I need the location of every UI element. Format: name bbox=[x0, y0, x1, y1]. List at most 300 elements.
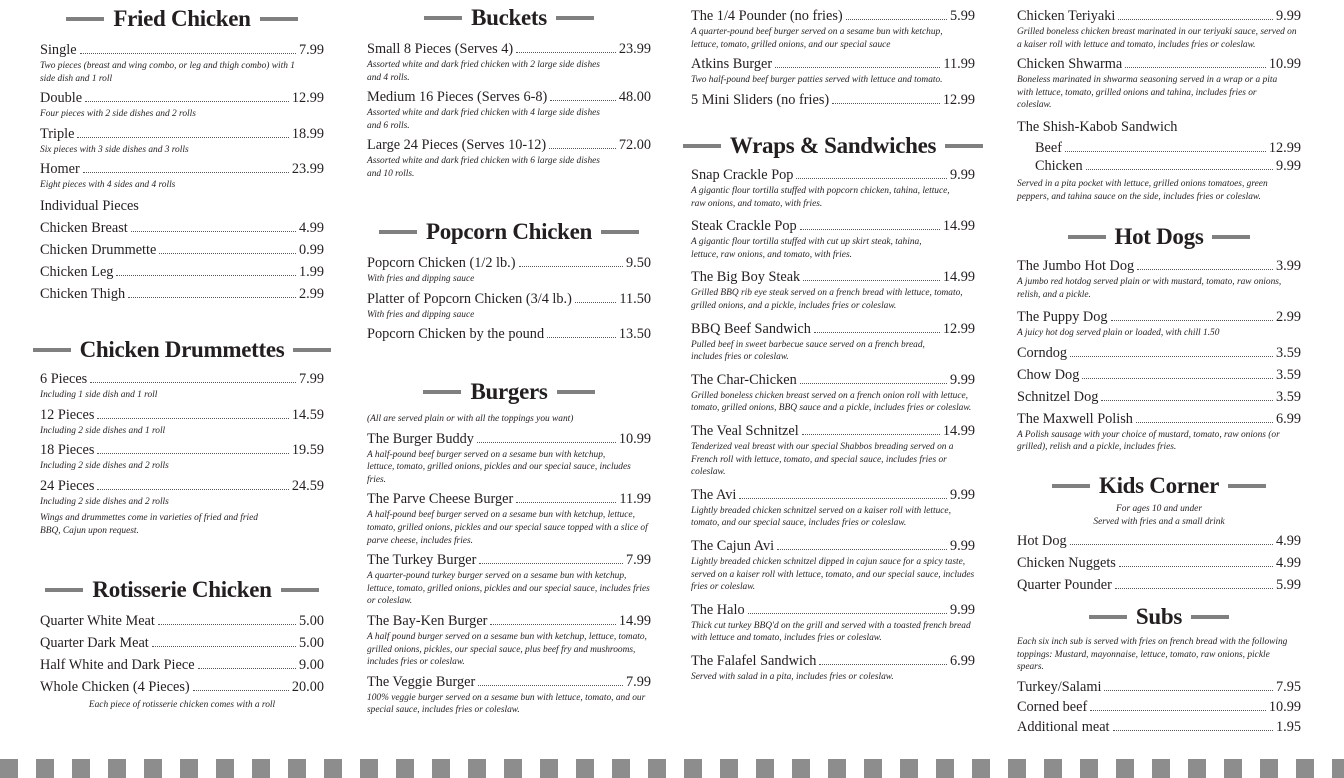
item-name: Homer bbox=[40, 161, 80, 178]
leader-dots bbox=[1104, 690, 1273, 691]
item-description: Served with salad in a pita, includes fries or coleslaw. bbox=[691, 671, 894, 682]
item-name: BBQ Beef Sandwich bbox=[691, 320, 811, 337]
menu-item bbox=[40, 286, 324, 303]
item-name: 24 Pieces bbox=[40, 477, 95, 494]
leader-dots bbox=[819, 664, 947, 665]
item-price: 1.99 bbox=[298, 263, 324, 280]
section-title: Wraps & Sandwiches bbox=[729, 133, 937, 158]
section-fried-chicken bbox=[40, 6, 324, 303]
section-title: Kids Corner bbox=[1099, 473, 1219, 498]
section-burgers bbox=[367, 379, 651, 717]
item-description: With fries and dipping sauce bbox=[367, 309, 475, 320]
leader-dots bbox=[1070, 544, 1273, 545]
item-description: Assorted white and dark fried chicken with 2 large side dishes and 4 rolls. bbox=[367, 60, 600, 83]
menu-item bbox=[367, 137, 651, 180]
menu-item bbox=[1017, 555, 1301, 572]
menu-item bbox=[1035, 158, 1301, 175]
item-price: 7.99 bbox=[625, 552, 651, 569]
item-price: 6.99 bbox=[1275, 410, 1301, 427]
header-rule bbox=[379, 230, 417, 234]
leader-dots bbox=[800, 229, 940, 230]
menu-item bbox=[691, 218, 975, 261]
leader-dots bbox=[803, 280, 940, 281]
section-intro: Served with fries and a small drink bbox=[1093, 516, 1225, 527]
item-name: Double bbox=[40, 90, 83, 107]
leader-dots bbox=[1101, 400, 1273, 401]
header-rule bbox=[66, 17, 104, 21]
menu-item bbox=[691, 602, 975, 645]
section-intro: (All are served plain or with all the toppings you want) bbox=[367, 414, 574, 424]
menu-item bbox=[367, 613, 651, 669]
item-name: The Avi bbox=[691, 486, 737, 503]
header-rule bbox=[281, 588, 319, 592]
menu-item bbox=[1017, 367, 1301, 384]
item-price: 11.99 bbox=[619, 491, 651, 508]
section-title: Burgers bbox=[470, 379, 548, 404]
section-header bbox=[691, 133, 975, 159]
leader-dots bbox=[90, 382, 296, 383]
item-name: Chicken Thigh bbox=[40, 285, 126, 302]
item-name: Triple bbox=[40, 125, 75, 142]
section-header bbox=[1017, 224, 1301, 250]
item-name: Small 8 Pieces (Serves 4) bbox=[367, 41, 514, 57]
section-header bbox=[367, 379, 651, 405]
item-name: Chicken Drummette bbox=[40, 241, 157, 258]
item-description: Pulled beef in sweet barbecue sauce served on a french bread, includes fries or coleslaw. bbox=[691, 339, 925, 363]
item-description: A gigantic flour tortilla stuffed with popcorn chicken, tahina, lettuce, raw onions, and tomato, with fries. bbox=[691, 186, 950, 209]
item-name: Snap Crackle Pop bbox=[691, 167, 794, 183]
item-name: Atkins Burger bbox=[691, 56, 773, 73]
leader-dots bbox=[1136, 422, 1273, 423]
menu-item bbox=[367, 491, 651, 547]
menu-item bbox=[40, 407, 324, 438]
menu-item bbox=[1017, 389, 1301, 406]
item-price: 14.59 bbox=[291, 406, 324, 423]
item-description: A quarter-pound turkey burger served on a sesame bun with ketchup, lettuce, tomato, grilled onions, pickles and our special sauce, includes fries or coleslaw. bbox=[367, 571, 650, 607]
section-footnote: Wings and drummettes come in varieties of fried and fried BBQ, Cajun upon request. bbox=[40, 513, 258, 536]
item-name: Platter of Popcorn Chicken (3/4 lb.) bbox=[367, 290, 572, 307]
item-price: 19.59 bbox=[291, 442, 324, 459]
leader-dots bbox=[832, 103, 940, 104]
menu-item bbox=[1017, 699, 1301, 716]
item-price: 2.99 bbox=[1275, 309, 1301, 326]
subsection-heading: The Shish-Kabob Sandwich bbox=[1017, 118, 1178, 135]
leader-dots bbox=[83, 172, 289, 173]
leader-dots bbox=[547, 337, 616, 338]
menu-item bbox=[1017, 719, 1301, 736]
item-price: 9.50 bbox=[625, 255, 651, 271]
menu-item bbox=[40, 161, 324, 192]
item-price: 10.99 bbox=[1268, 56, 1301, 73]
menu-item bbox=[40, 657, 324, 674]
item-name: The Big Boy Steak bbox=[691, 269, 801, 286]
menu-item bbox=[1017, 345, 1301, 362]
header-rule bbox=[945, 144, 983, 148]
leader-dots bbox=[85, 101, 289, 102]
menu-item bbox=[367, 552, 651, 608]
header-rule bbox=[1068, 235, 1106, 239]
menu-item bbox=[367, 674, 651, 717]
item-name: 18 Pieces bbox=[40, 442, 95, 459]
menu-item bbox=[1017, 679, 1301, 696]
leader-dots bbox=[777, 549, 947, 550]
section-intro: For ages 10 and under bbox=[1116, 504, 1202, 514]
item-description: Tenderized veal breast with our special Shabbos breading served on a French roll with lettuce, tomato, and special sauce, includes fries or coleslaw. bbox=[691, 441, 954, 478]
section-header bbox=[40, 6, 324, 32]
menu-item bbox=[691, 92, 975, 109]
menu-item bbox=[40, 42, 324, 85]
item-price: 20.00 bbox=[291, 679, 324, 695]
leader-dots bbox=[846, 19, 947, 20]
leader-dots bbox=[519, 266, 623, 267]
item-price: 12.99 bbox=[291, 90, 324, 107]
leader-dots bbox=[116, 275, 296, 276]
leader-dots bbox=[1125, 67, 1266, 68]
leader-dots bbox=[477, 442, 616, 443]
item-name: Additional meat bbox=[1017, 718, 1110, 735]
menu-item bbox=[40, 478, 324, 509]
section-title: Buckets bbox=[471, 5, 547, 30]
item-name: The Bay-Ken Burger bbox=[367, 612, 488, 629]
menu-item bbox=[40, 442, 324, 473]
section-header bbox=[1017, 473, 1301, 499]
menu-item bbox=[367, 89, 651, 132]
header-rule bbox=[260, 17, 298, 21]
item-name: 6 Pieces bbox=[40, 371, 88, 387]
item-price: 24.59 bbox=[291, 477, 324, 494]
menu-item bbox=[40, 220, 324, 237]
leader-dots bbox=[152, 646, 296, 647]
item-price: 9.99 bbox=[949, 371, 975, 388]
section-subs bbox=[1017, 604, 1301, 736]
leader-dots bbox=[128, 297, 296, 298]
section-rotisserie-chicken bbox=[40, 577, 324, 712]
item-price: 9.99 bbox=[1275, 8, 1301, 24]
item-description: Grilled BBQ rib eye steak served on a french bread with lettuce, tomato, grilled onions, and a pickle, includes fries or coleslaw. bbox=[691, 288, 963, 311]
item-description: A gigantic flour tortilla stuffed with cut up skirt steak, tahina, lettuce, raw onions, and tomato, with fries. bbox=[691, 237, 922, 260]
checkered-border bbox=[0, 759, 1344, 778]
item-price: 2.99 bbox=[298, 285, 324, 302]
item-name: Steak Crackle Pop bbox=[691, 218, 797, 235]
item-name: Hot Dog bbox=[1017, 533, 1067, 550]
item-price: 9.99 bbox=[1275, 157, 1301, 174]
leader-dots bbox=[97, 418, 288, 419]
subsection-heading: Individual Pieces bbox=[40, 197, 139, 214]
item-price: 7.95 bbox=[1275, 678, 1301, 695]
item-description: Boneless marinated in shwarma seasoning served in a wrap or a pita with lettuce, tomato, grilled onions and tahina, includes fries or coleslaw. bbox=[1017, 75, 1278, 111]
item-price: 7.99 bbox=[298, 371, 324, 387]
item-price: 1.95 bbox=[1275, 718, 1301, 735]
item-description: Grilled boneless chicken breast marinated in our teriyaki sauce, served on a kaiser roll with lettuce and tomato, includes fries or coleslaw. bbox=[1017, 27, 1297, 50]
item-price: 9.00 bbox=[298, 657, 324, 673]
item-description: Six pieces with 3 side dishes and 3 rolls bbox=[40, 144, 189, 155]
item-name: The Puppy Dog bbox=[1017, 309, 1108, 326]
item-price: 7.99 bbox=[625, 673, 651, 690]
item-description: Including 1 side dish and 1 roll bbox=[40, 390, 158, 400]
item-name: Chicken Leg bbox=[40, 263, 114, 280]
section-title: Hot Dogs bbox=[1114, 224, 1204, 249]
section-buckets bbox=[367, 5, 651, 181]
leader-dots bbox=[1118, 19, 1273, 20]
item-price: 9.99 bbox=[949, 486, 975, 503]
menu-item bbox=[691, 56, 975, 87]
leader-dots bbox=[1111, 320, 1273, 321]
section-intro: Each six inch sub is served with fries on french bread with the following toppings: Mustard, mayonnaise, lettuce, tomato, raw onions, pickle spears. bbox=[1017, 637, 1288, 673]
menu-item bbox=[367, 255, 651, 286]
item-name: 12 Pieces bbox=[40, 406, 95, 423]
item-price: 23.99 bbox=[618, 41, 651, 57]
section-sandwiches-continued bbox=[1017, 3, 1301, 203]
item-name: Chicken Breast bbox=[40, 219, 128, 236]
item-name: Beef bbox=[1035, 139, 1062, 156]
leader-dots bbox=[1065, 151, 1266, 152]
item-description: A juicy hot dog served plain or loaded, with chill 1.50 bbox=[1017, 328, 1220, 339]
item-price: 12.99 bbox=[942, 91, 975, 108]
leader-dots bbox=[516, 502, 616, 503]
item-name: Schnitzel Dog bbox=[1017, 388, 1099, 405]
section-header bbox=[367, 5, 651, 31]
header-rule bbox=[557, 390, 595, 394]
menu-item bbox=[40, 371, 324, 402]
item-description: Including 2 side dishes and 2 rolls bbox=[40, 461, 169, 472]
section-popcorn-chicken bbox=[367, 219, 651, 343]
item-description: 100% veggie burger served on a sesame bun with lettuce, tomato, and our special sauce, includes fries or coleslaw. bbox=[367, 692, 646, 716]
section-title: Fried Chicken bbox=[113, 6, 251, 31]
item-name: The Maxwell Polish bbox=[1017, 410, 1133, 427]
leader-dots bbox=[490, 624, 615, 625]
item-price: 3.99 bbox=[1275, 258, 1301, 274]
item-name: Chow Dog bbox=[1017, 366, 1080, 383]
leader-dots bbox=[549, 148, 616, 149]
item-price: 12.99 bbox=[1268, 139, 1301, 156]
menu-item bbox=[40, 613, 324, 630]
item-name: 5 Mini Sliders (no fries) bbox=[691, 91, 830, 108]
header-rule bbox=[556, 16, 594, 20]
menu-item bbox=[691, 372, 975, 415]
leader-dots bbox=[478, 685, 623, 686]
header-rule bbox=[293, 348, 331, 352]
item-description: Thick cut turkey BBQ'd on the grill and served with a toasted french bread with lettuce and tomato, includes fries or coleslaw. bbox=[691, 620, 971, 644]
item-name: Quarter Pounder bbox=[1017, 577, 1112, 594]
section-wraps-sandwiches bbox=[691, 133, 975, 683]
item-name: The Veggie Burger bbox=[367, 673, 476, 690]
leader-dots bbox=[1090, 710, 1266, 711]
menu-item bbox=[40, 635, 324, 652]
menu-item bbox=[40, 126, 324, 157]
item-name: Chicken Nuggets bbox=[1017, 555, 1116, 572]
item-name: The Halo bbox=[691, 601, 745, 618]
menu-item bbox=[1017, 8, 1301, 51]
leader-dots bbox=[1113, 730, 1273, 731]
leader-dots bbox=[158, 624, 296, 625]
item-description: Lightly breaded chicken schnitzel dipped in cajun sauce for a spicy taste, served on a kaiser roll with lettuce, tomato, and our special sauce, includes fries or coleslaw. bbox=[691, 556, 975, 593]
item-name: The Char-Chicken bbox=[691, 371, 797, 388]
section-header bbox=[40, 337, 324, 363]
header-rule bbox=[601, 230, 639, 234]
leader-dots bbox=[1119, 566, 1273, 567]
item-name: Popcorn Chicken by the pound bbox=[367, 326, 545, 343]
leader-dots bbox=[575, 302, 616, 303]
item-name: Medium 16 Pieces (Serves 6-8) bbox=[367, 89, 548, 106]
header-rule bbox=[683, 144, 721, 148]
item-name: Turkey/Salami bbox=[1017, 678, 1102, 695]
item-name: The Cajun Avi bbox=[691, 537, 775, 554]
section-header bbox=[40, 577, 324, 603]
menu-item bbox=[1035, 140, 1301, 157]
section-burgers-continued bbox=[691, 3, 975, 109]
item-name: Large 24 Pieces (Serves 10-12) bbox=[367, 137, 547, 154]
leader-dots bbox=[1115, 588, 1273, 589]
leader-dots bbox=[1086, 169, 1273, 170]
item-price: 5.00 bbox=[298, 613, 324, 629]
menu-item bbox=[691, 269, 975, 312]
menu-item bbox=[691, 8, 975, 51]
header-rule bbox=[424, 16, 462, 20]
item-description: Lightly breaded chicken schnitzel served on a kaiser roll with lettuce, tomato, and our special sauce, includes fries or coleslaw. bbox=[691, 505, 951, 529]
item-price: 10.99 bbox=[618, 430, 651, 447]
item-price: 4.99 bbox=[1275, 533, 1301, 550]
leader-dots bbox=[775, 67, 940, 68]
leader-dots bbox=[802, 434, 940, 435]
section-title: Chicken Drummettes bbox=[79, 337, 285, 362]
item-price: 10.99 bbox=[1268, 698, 1301, 715]
item-price: 12.99 bbox=[942, 320, 975, 337]
item-name: Chicken bbox=[1035, 157, 1083, 174]
item-price: 9.99 bbox=[949, 601, 975, 618]
item-price: 3.59 bbox=[1275, 366, 1301, 383]
section-header bbox=[367, 219, 651, 245]
item-description: Including 2 side dishes and 2 rolls bbox=[40, 496, 169, 507]
item-price: 48.00 bbox=[618, 89, 651, 106]
item-name: The Falafel Sandwich bbox=[691, 652, 817, 669]
leader-dots bbox=[739, 498, 947, 499]
item-name: Whole Chicken (4 Pieces) bbox=[40, 679, 190, 695]
item-name: Corndog bbox=[1017, 344, 1068, 361]
item-price: 14.99 bbox=[942, 422, 975, 439]
leader-dots bbox=[1082, 378, 1273, 379]
menu-item bbox=[367, 431, 651, 487]
leader-dots bbox=[80, 53, 296, 54]
header-rule bbox=[1228, 484, 1266, 488]
item-name: Chicken Shwarma bbox=[1017, 56, 1123, 73]
item-price: 23.99 bbox=[291, 161, 324, 178]
item-description: A half-pound beef burger served on a sesame bun with ketchup, lettuce, tomato, grilled onions, pickles and our special sauce, includes fries. bbox=[367, 449, 631, 485]
leader-dots bbox=[198, 668, 296, 669]
item-name: The Jumbo Hot Dog bbox=[1017, 258, 1135, 274]
item-description: A jumbo red hotdog served plain or with mustard, tomato, raw onions, relish, and a pickle. bbox=[1017, 277, 1282, 300]
item-description: Four pieces with 2 side dishes and 2 rolls bbox=[40, 109, 196, 120]
header-rule bbox=[1052, 484, 1090, 488]
menu-item bbox=[367, 326, 651, 343]
item-price: 5.99 bbox=[949, 8, 975, 24]
item-name: Popcorn Chicken (1/2 lb.) bbox=[367, 255, 516, 271]
item-name: The Veal Schnitzel bbox=[691, 422, 799, 439]
leader-dots bbox=[814, 332, 940, 333]
section-header bbox=[1017, 604, 1301, 630]
item-name: Half White and Dark Piece bbox=[40, 657, 195, 673]
menu-item bbox=[691, 423, 975, 479]
item-name: The Parve Cheese Burger bbox=[367, 491, 514, 508]
item-name: Corned beef bbox=[1017, 698, 1088, 715]
item-price: 6.99 bbox=[949, 652, 975, 669]
leader-dots bbox=[193, 690, 289, 691]
item-price: 0.99 bbox=[298, 241, 324, 258]
item-price: 14.99 bbox=[942, 218, 975, 235]
menu-item bbox=[691, 653, 975, 684]
item-price: 13.50 bbox=[618, 326, 651, 343]
item-name: The 1/4 Pounder (no fries) bbox=[691, 8, 843, 24]
menu-item bbox=[1017, 309, 1301, 340]
item-price: 9.99 bbox=[949, 167, 975, 183]
item-description: Two pieces (breast and wing combo, or leg and thigh combo) with 1 side dish and 1 roll bbox=[40, 61, 295, 84]
menu-item bbox=[691, 167, 975, 210]
menu-item bbox=[1017, 56, 1301, 112]
item-description: Assorted white and dark fried chicken with 4 large side dishes and 6 rolls. bbox=[367, 108, 600, 131]
leader-dots bbox=[97, 489, 288, 490]
menu-item bbox=[367, 41, 651, 84]
item-price: 14.99 bbox=[942, 269, 975, 286]
item-name: Quarter White Meat bbox=[40, 613, 155, 629]
menu-item bbox=[40, 264, 324, 281]
item-price: 3.59 bbox=[1275, 388, 1301, 405]
leader-dots bbox=[131, 231, 296, 232]
item-description: Including 2 side dishes and 1 roll bbox=[40, 425, 166, 436]
item-price: 9.99 bbox=[949, 537, 975, 554]
item-price: 3.59 bbox=[1275, 344, 1301, 361]
leader-dots bbox=[550, 100, 616, 101]
menu-item bbox=[691, 487, 975, 530]
item-name: Quarter Dark Meat bbox=[40, 635, 149, 651]
menu-item bbox=[1017, 533, 1301, 550]
leader-dots bbox=[1137, 269, 1273, 270]
item-price: 11.99 bbox=[943, 56, 975, 73]
item-description: A quarter-pound beef burger served on a sesame bun with ketchup, lettuce, tomato, grilled onions, and our special sauce bbox=[691, 27, 943, 50]
item-description: Two half-pound beef burger patties served with lettuce and tomato. bbox=[691, 75, 943, 86]
item-price: 4.99 bbox=[1275, 555, 1301, 572]
item-description: With fries and dipping sauce bbox=[367, 274, 475, 284]
header-rule bbox=[45, 588, 83, 592]
item-name: The Turkey Burger bbox=[367, 552, 477, 569]
leader-dots bbox=[1070, 356, 1273, 357]
section-title: Subs bbox=[1135, 604, 1183, 629]
item-description: Assorted white and dark fried chicken with 6 large side dishes and 10 rolls. bbox=[367, 156, 600, 179]
menu-item bbox=[1017, 411, 1301, 454]
header-rule bbox=[1212, 235, 1250, 239]
section-title: Popcorn Chicken bbox=[425, 219, 593, 244]
leader-dots bbox=[77, 137, 288, 138]
section-kids-corner bbox=[1017, 473, 1301, 594]
item-price: 5.99 bbox=[1275, 577, 1301, 594]
item-description: Grilled boneless chicken breast served on a french onion roll with lettuce, tomato, grilled onions, BBQ sauce and a pickle, includes fries or coleslaw. bbox=[691, 390, 972, 414]
header-rule bbox=[423, 390, 461, 394]
section-chicken-drummettes bbox=[40, 337, 324, 538]
item-price: 7.99 bbox=[298, 42, 324, 58]
section-hot-dogs bbox=[1017, 224, 1301, 454]
leader-dots bbox=[97, 453, 288, 454]
item-description: Served in a pita pocket with lettuce, grilled onions tomatoes, green peppers, and tahina sauce on the side, includes fries or coleslaw. bbox=[1017, 178, 1268, 202]
header-rule bbox=[1191, 615, 1229, 619]
menu-item bbox=[40, 90, 324, 121]
item-price: 11.50 bbox=[619, 290, 651, 307]
item-description: A half-pound beef burger served on a sesame bun with ketchup, lettuce, tomato, grilled onions, pickles and our special sauce topped with a slice of parve cheese, includes fries. bbox=[367, 510, 648, 546]
header-rule bbox=[33, 348, 71, 352]
item-price: 5.00 bbox=[298, 635, 324, 651]
item-name: Single bbox=[40, 42, 77, 58]
header-rule bbox=[1089, 615, 1127, 619]
item-name: Chicken Teriyaki bbox=[1017, 8, 1116, 24]
menu-item bbox=[1017, 258, 1301, 301]
menu-item bbox=[40, 679, 324, 696]
